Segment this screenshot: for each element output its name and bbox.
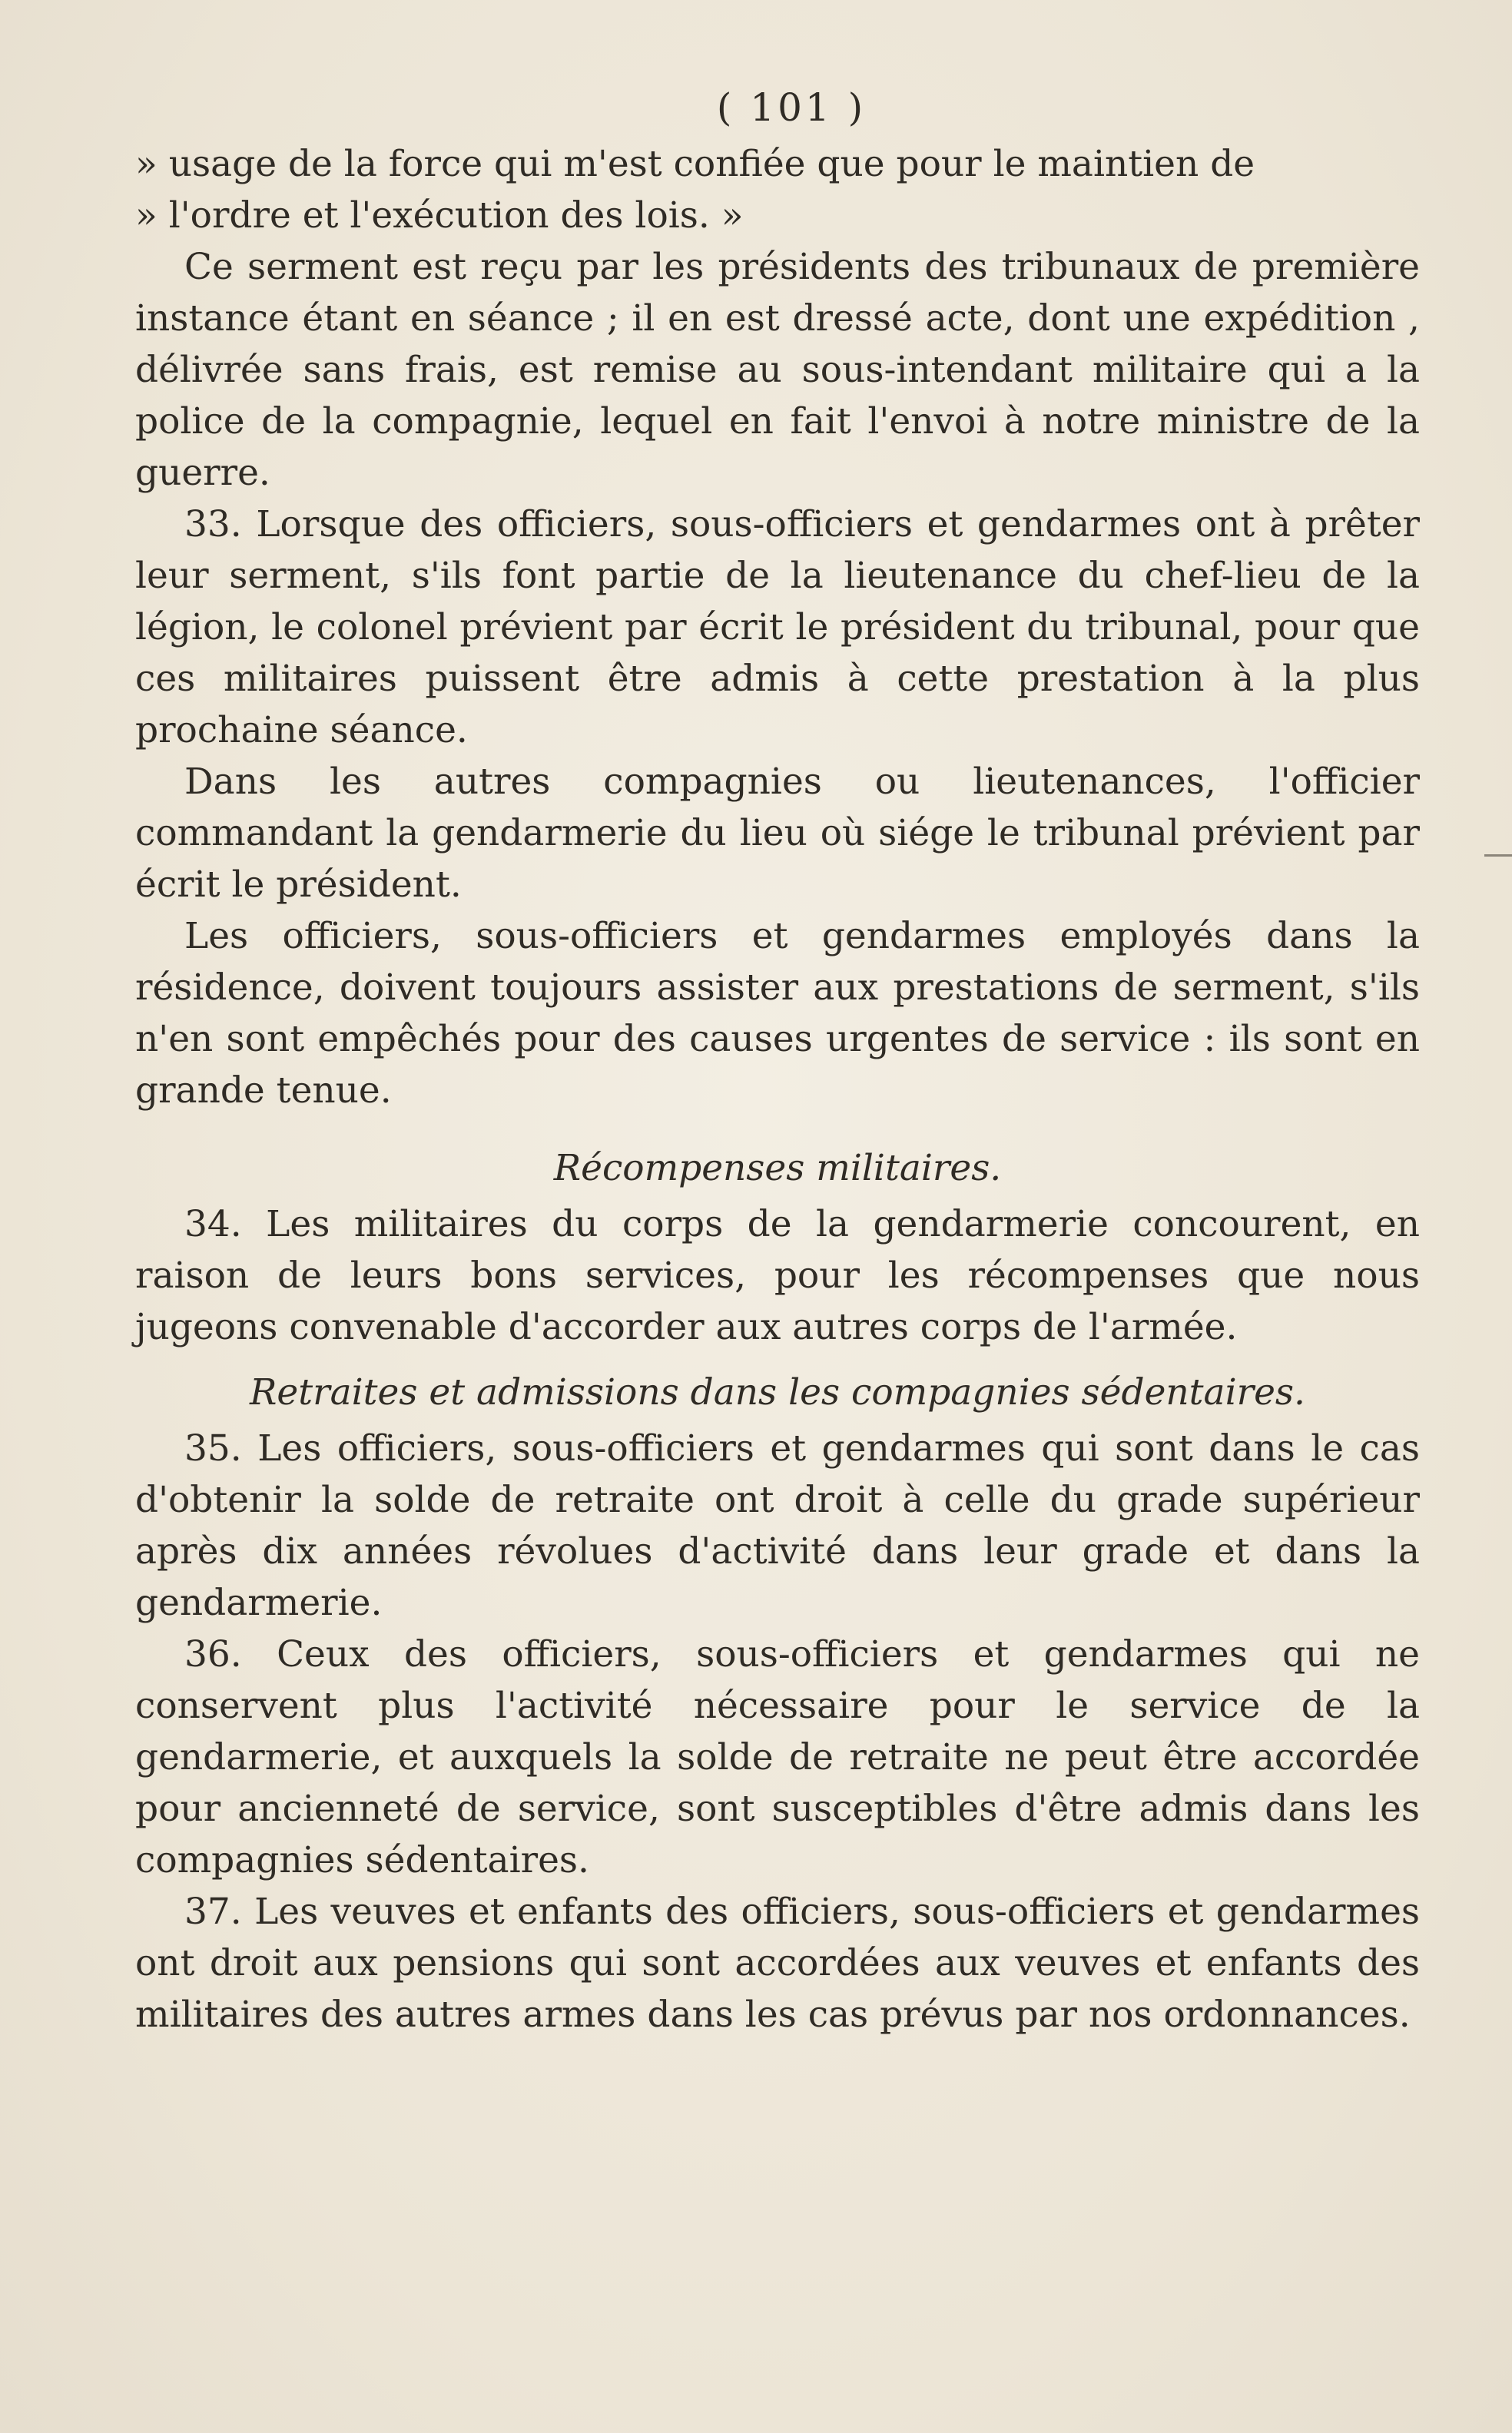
section-heading-retraites: Retraites et admissions dans les compagnies sédentaires. <box>250 1371 1305 1414</box>
margin-mark <box>1484 854 1512 857</box>
paragraph-serment: Ce serment est reçu par les présidents des tribunaux de première instance étant en séance ; il en est dressé acte, dont une expédition , délivrée sans frais, est remise au sous-intendant militaire qui a la police de la compagnie, lequel en fait l'envoi à notre ministre de la guerre. <box>135 246 1420 494</box>
page-text <box>135 77 1420 2040</box>
paragraph-article-37: 37. Les veuves et enfants des officiers, sous-officiers et gendarmes ont droit aux pensions qui sont accordées aux veuves et enfants des militaires des autres armes dans les cas prévus par nos ordonnances. <box>135 1891 1420 2036</box>
spacer <box>135 1116 1420 1129</box>
paragraph-article-34: 34. Les militaires du corps de la gendarmerie concourent, en raison de leurs bons services, pour les récompenses que nous jugeons convenable d'accorder aux autres corps de l'armée. <box>135 1203 1420 1348</box>
paragraph-article-35: 35. Les officiers, sous-officiers et gendarmes qui sont dans le cas d'obtenir la solde de retraite ont droit à celle du grade supérieur après dix années révolues d'activité dans leur grade et dans la gendarmerie. <box>135 1427 1420 1624</box>
paragraph-article-36: 36. Ceux des officiers, sous-officiers et gendarmes qui ne conservent plus l'activité nécessaire pour le service de la gendarmerie, et auxquels la solde de retraite ne peut être accordée pour ancienneté de service, sont susceptibles d'être admis dans les compagnies sédentaires. <box>135 1633 1420 1881</box>
quote-line-2: » l'ordre et l'exécution des lois. » <box>135 194 744 237</box>
paragraph-article-33-c: Les officiers, sous-officiers et gendarmes employés dans la résidence, doivent toujours assister aux prestations de serment, s'ils n'en sont empêchés pour des causes urgentes de service : ils sont en grande tenue. <box>135 915 1420 1112</box>
quote-line-1: » usage de la force qui m'est confiée que pour le maintien de <box>135 143 1255 185</box>
section-heading-recompenses: Récompenses militaires. <box>553 1147 1002 1189</box>
paragraph-article-33-b: Dans les autres compagnies ou lieutenances, l'officier commandant la gendarmerie du lieu où siége le tribunal prévient par écrit le président. <box>135 761 1420 906</box>
page-number: ( 101 ) <box>716 85 867 130</box>
paragraph-article-33: 33. Lorsque des officiers, sous-officiers et gendarmes ont à prêter leur serment, s'ils font partie de la lieutenance du chef-lieu de la légion, le colonel prévient par écrit le président du tribunal, pour que ces militaires puissent être admis à cette prestation à la plus prochaine séance. <box>135 503 1420 751</box>
